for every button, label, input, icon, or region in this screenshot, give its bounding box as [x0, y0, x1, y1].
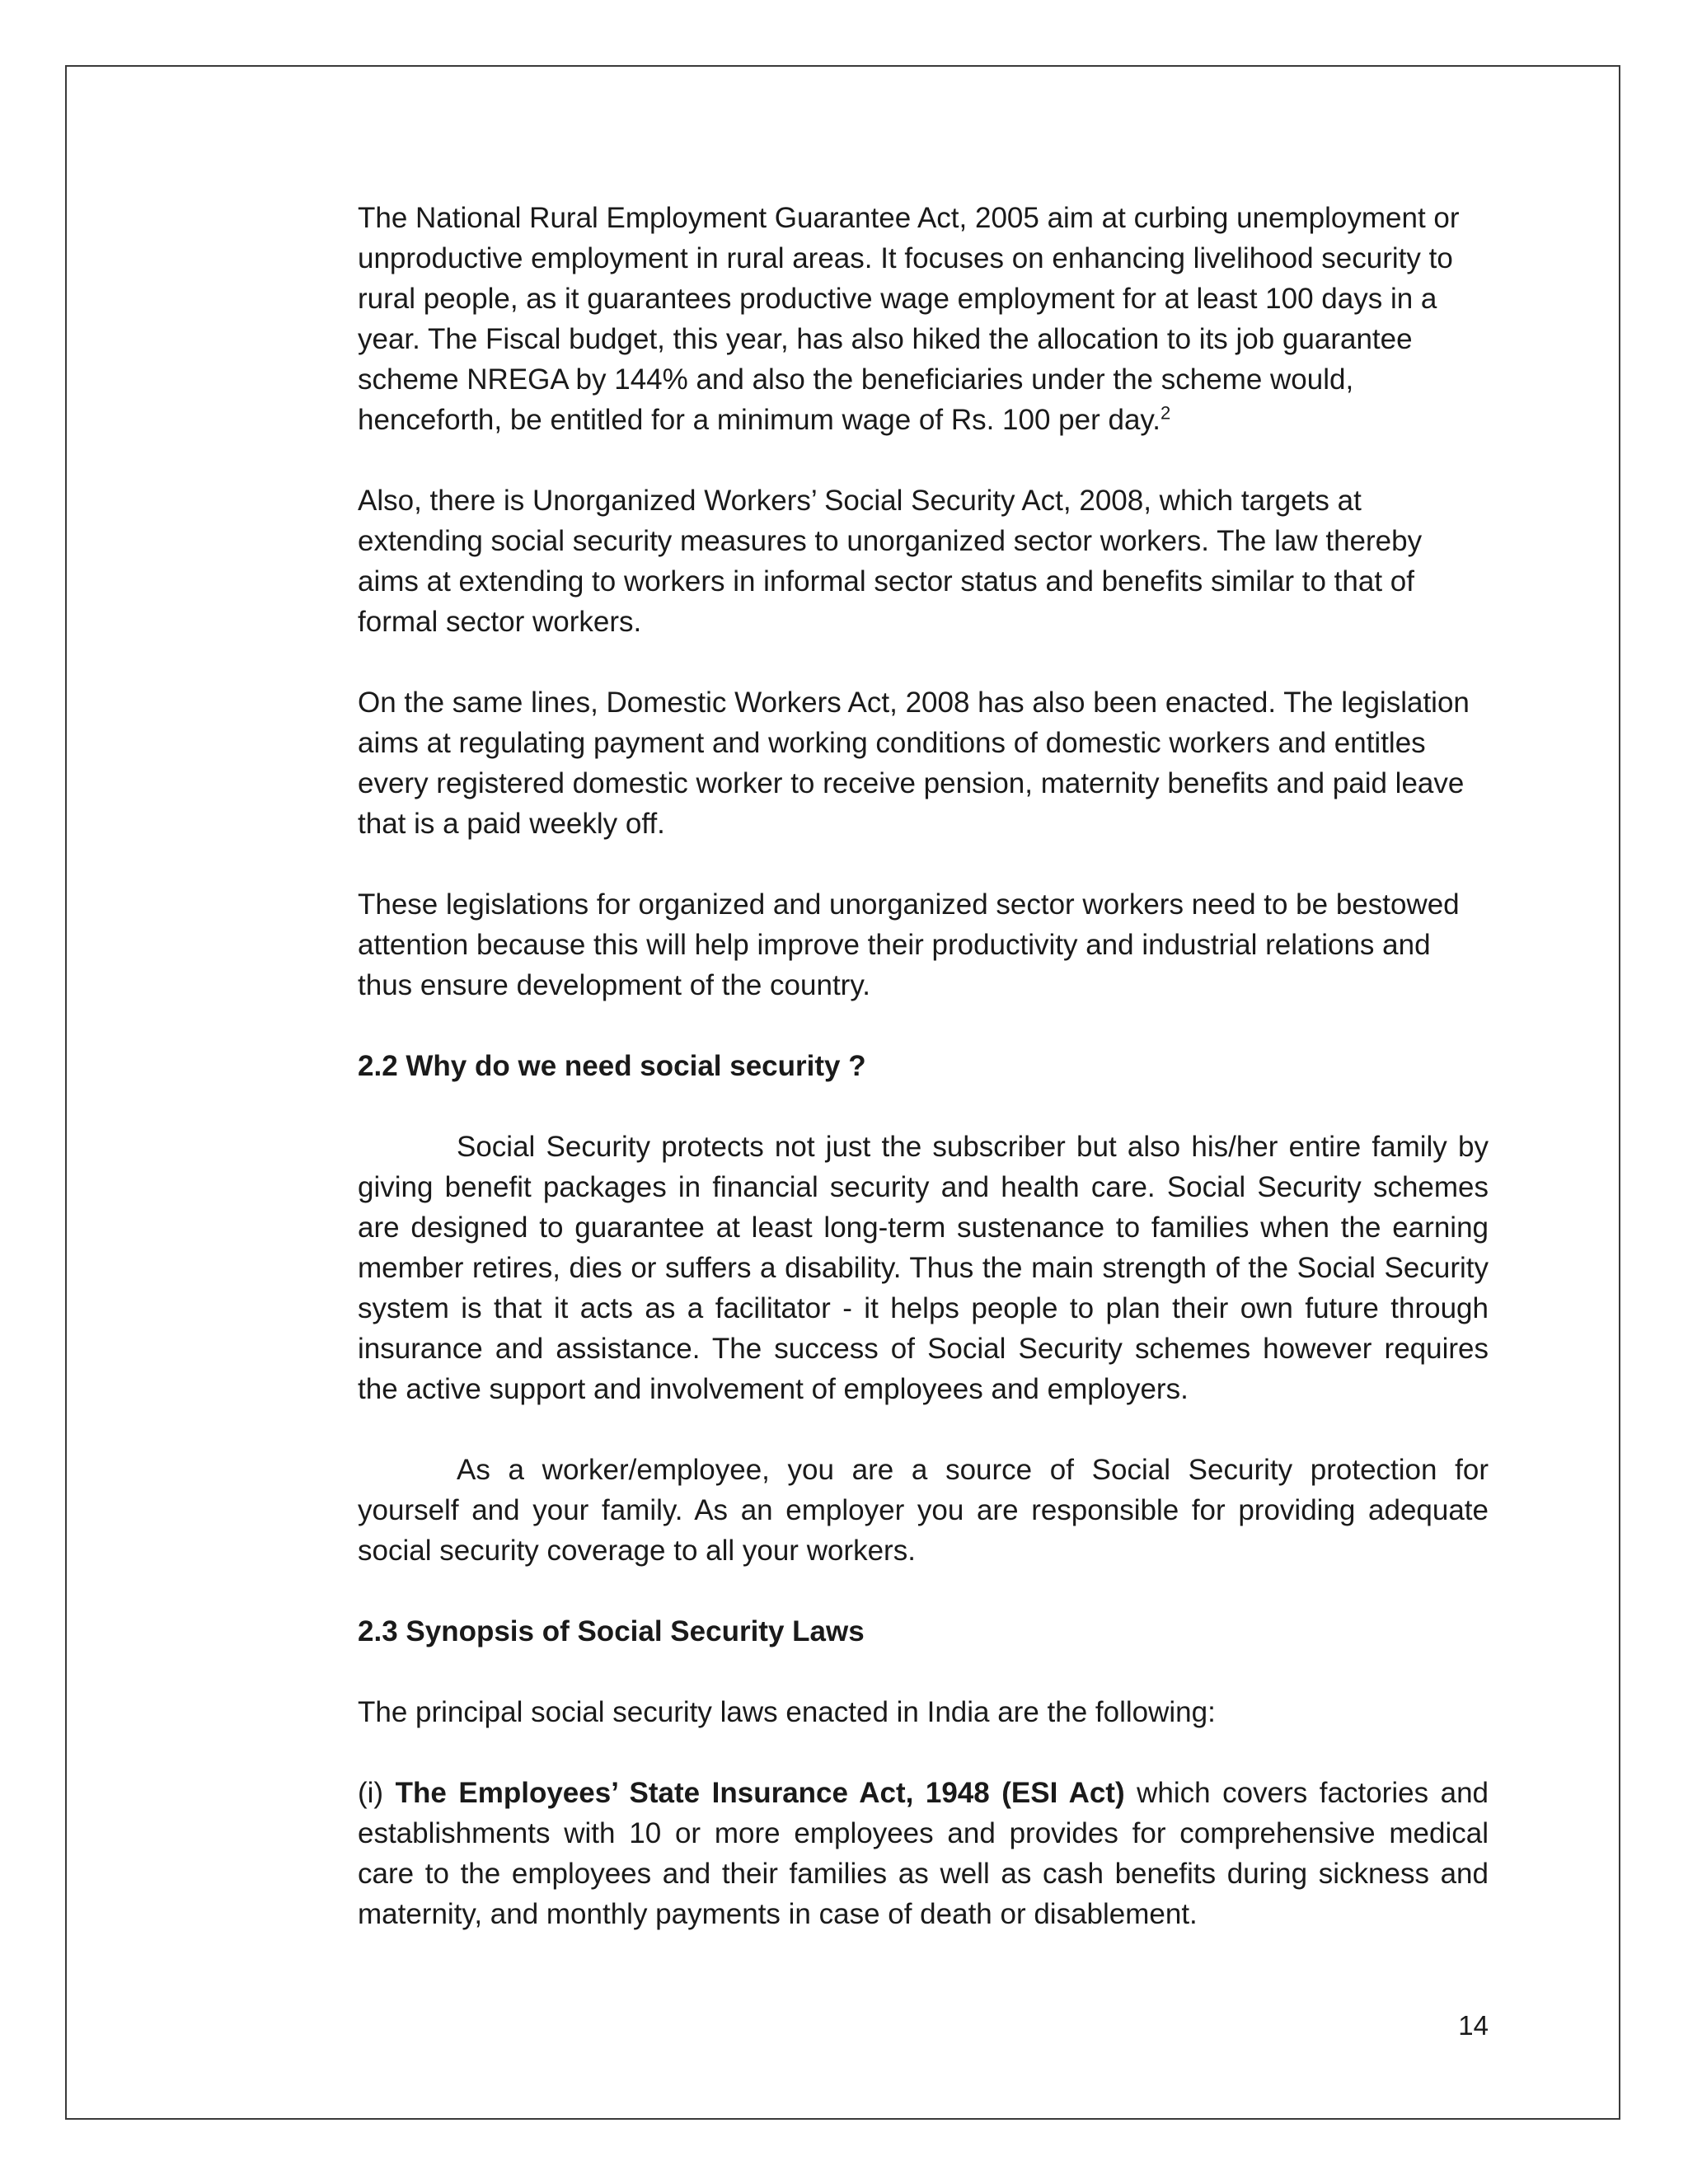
- paragraph-nrega: [358, 198, 1489, 440]
- paragraph-legislations: These legislations for organized and unorganized sector workers need to be bestowed attention because this will help improve their productivity and industrial relations and thus ensure development of the country.: [358, 888, 1460, 1001]
- paragraph-worker-employee: As a worker/employee, you are a source of Social Security protection for yourself and your family. As an employer you are responsible for providing adequate social security coverage to all your workers.: [358, 1454, 1489, 1567]
- list-item-prefix: (i): [358, 1777, 396, 1809]
- paragraph-nrega-text: The National Rural Employment Guarantee Act, 2005 aim at curbing unemployment or unproductive employment in rural areas. It focuses on enhancing livelihood security to rural people, as it guarantees productive wage employment for at least 100 days in a year. The Fiscal budget, this year, has also hiked the allocation to its job guarantee scheme NREGA by 144% and also the beneficiaries under the scheme would, henceforth, be entitled for a minimum wage of Rs. 100 per day.: [358, 202, 1460, 436]
- footnote-marker[interactable]: 2: [1160, 402, 1171, 424]
- esi-act-description: which covers factories and establishments with 10 or more employees and provides for comprehensive medical care to the employees and their families as well as cash benefits during sickness and maternity, and monthly payments in case of death or disablement.: [358, 1777, 1489, 1930]
- paragraph-domestic-workers: On the same lines, Domestic Workers Act, 2008 has also been enacted. The legislation aims at regulating payment and working conditions of domestic workers and entitles every registered domestic worker to receive pension, maternity benefits and paid leave that is a paid weekly off.: [358, 687, 1470, 840]
- section-heading-2-3: 2.3 Synopsis of Social Security Laws: [358, 1615, 865, 1647]
- page-number: 14: [1458, 2010, 1489, 2041]
- paragraph-social-security-protects: Social Security protects not just the subscriber but also his/her entire family by giving benefit packages in financial security and health care. Social Security schemes are designed to guarantee at least long-term sustenance to families when the earning member retires, dies or suffers a disability. Thus the main strength of the Social Security system is that it acts as a facilitator - it helps people to plan their own future through insurance and assistance. The success of Social Security schemes however requires the active support and involvement of employees and employers.: [358, 1131, 1489, 1405]
- document-body: [358, 198, 1489, 1975]
- paragraph-unorganized-workers: Also, there is Unorganized Workers’ Social Security Act, 2008, which targets at extending social security measures to unorganized sector workers. The law thereby aims at extending to workers in informal sector status and benefits similar to that of formal sector workers.: [358, 485, 1423, 638]
- paragraph-principal-laws-intro: The principal social security laws enacted in India are the following:: [358, 1696, 1216, 1728]
- section-heading-2-2: 2.2 Why do we need social security ?: [358, 1050, 866, 1082]
- list-item-esi-act: [358, 1773, 1489, 1934]
- esi-act-title: The Employees’ State Insurance Act, 1948 (ESI Act): [395, 1777, 1125, 1809]
